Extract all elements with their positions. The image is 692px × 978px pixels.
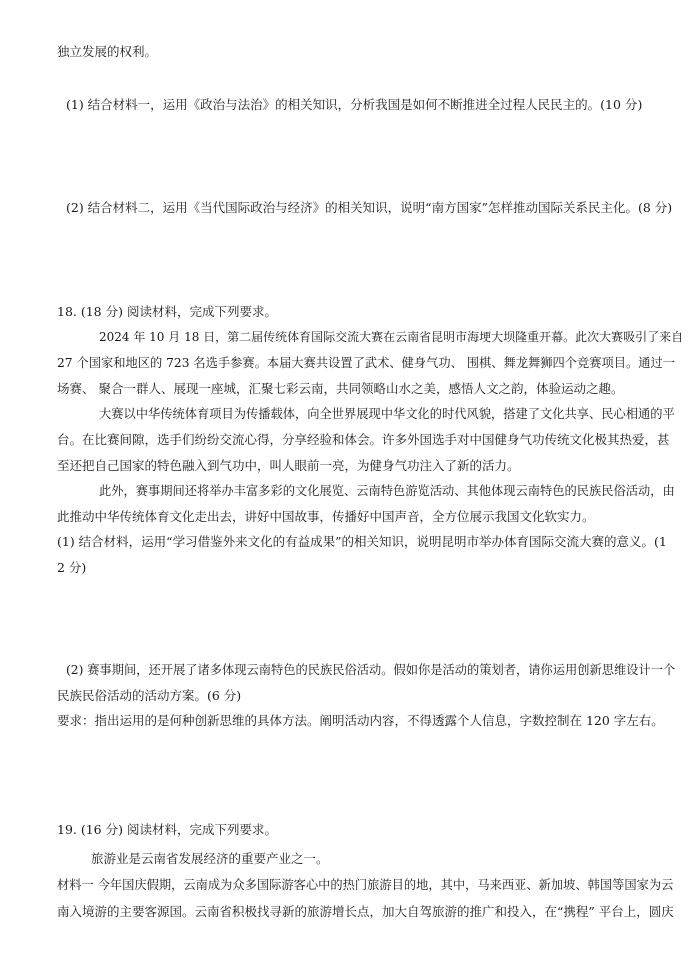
question-17-2: (2) 结合材料二，运用《当代国际政治与经济》的相关知识，说明“南方国家”怎样推动国际关系民主化。(8 分) xyxy=(66,200,673,215)
text-line: 台。在比赛间隙，选手们纷纷交流心得，分享经验和体会。许多外国选手对中国健身气功传统文化极其热爱，甚 xyxy=(57,432,670,447)
text-line: 2 分) xyxy=(57,560,87,575)
material-1-line: 材料一 今年国庆假期，云南成为众多国际游客心中的热门旅游目的地，其中，马来西亚、新加坡、韩国等国家为云 xyxy=(57,878,674,892)
question-19-heading: 19. (16 分) 阅读材料，完成下列要求。 xyxy=(57,822,277,837)
question-18-heading: 18. (18 分) 阅读材料，完成下列要求。 xyxy=(57,304,277,319)
text-line: 此外，赛事期间还将举办丰富多彩的文化展览、云南特色游览活动、其他体现云南特色的民族民俗活动，由 xyxy=(99,484,675,498)
requirement-line: 要求：指出运用的是何种创新思维的具体方法。阐明活动内容，不得透露个人信息，字数控制在 120 字左右。 xyxy=(57,713,664,728)
text-line: 2024 年 10 月 18 日，第二届传统体育国际交流大赛在云南省昆明市海埂大坝隆重开幕。此次大赛吸引了来自 xyxy=(99,330,684,344)
text-line: 27 个国家和地区的 723 名选手参赛。本届大赛共设置了武术、健身气功、 围棋、舞龙舞狮四个竞赛项目。通过一 xyxy=(57,356,676,370)
question-18-2: (2) 赛事期间，还开展了诸多体现云南特色的民族民俗活动。假如你是活动的策划者，请你运用创新思维设计一个 xyxy=(66,663,676,677)
text-line: 场赛、 聚合一群人、展现一座城，汇聚七彩云南，共同领略山水之美，感悟人文之韵，体验运动之趣。 xyxy=(57,381,624,396)
text-line: 旅游业是云南省发展经济的重要产业之一。 xyxy=(91,851,329,866)
text-line: 此推动中华传统体育文化走出去，讲好中国故事，传播好中国声音，全方位展示我国文化软实力。 xyxy=(57,509,595,524)
question-18-1: (1) 结合材料，运用“学习借鉴外来文化的有益成果”的相关知识，说明昆明市举办体育国际交流大赛的意义。(1 xyxy=(57,534,667,549)
text-line: 民族民俗活动的活动方案。(6 分) xyxy=(57,688,242,703)
text-line: 独立发展的权利。 xyxy=(57,44,158,59)
question-17-1: (1) 结合材料一，运用《政治与法治》的相关知识，分析我国是如何不断推进全过程人民民主的。(10 分) xyxy=(66,97,643,112)
text-line: 南入境游的主要客源国。云南省积极找寻新的旅游增长点，加大自驾旅游的推广和投入，在“携程” 平台上，圆庆 xyxy=(57,904,674,919)
text-line: 至还把自己国家的特色融入到气功中，叫人眼前一亮，为健身气功注入了新的活力。 xyxy=(57,458,520,473)
text-line: 大赛以中华传统体育项目为传播载体，向全世界展现中华文化的时代风貌，搭建了文化共享、民心相通的平 xyxy=(99,407,675,421)
